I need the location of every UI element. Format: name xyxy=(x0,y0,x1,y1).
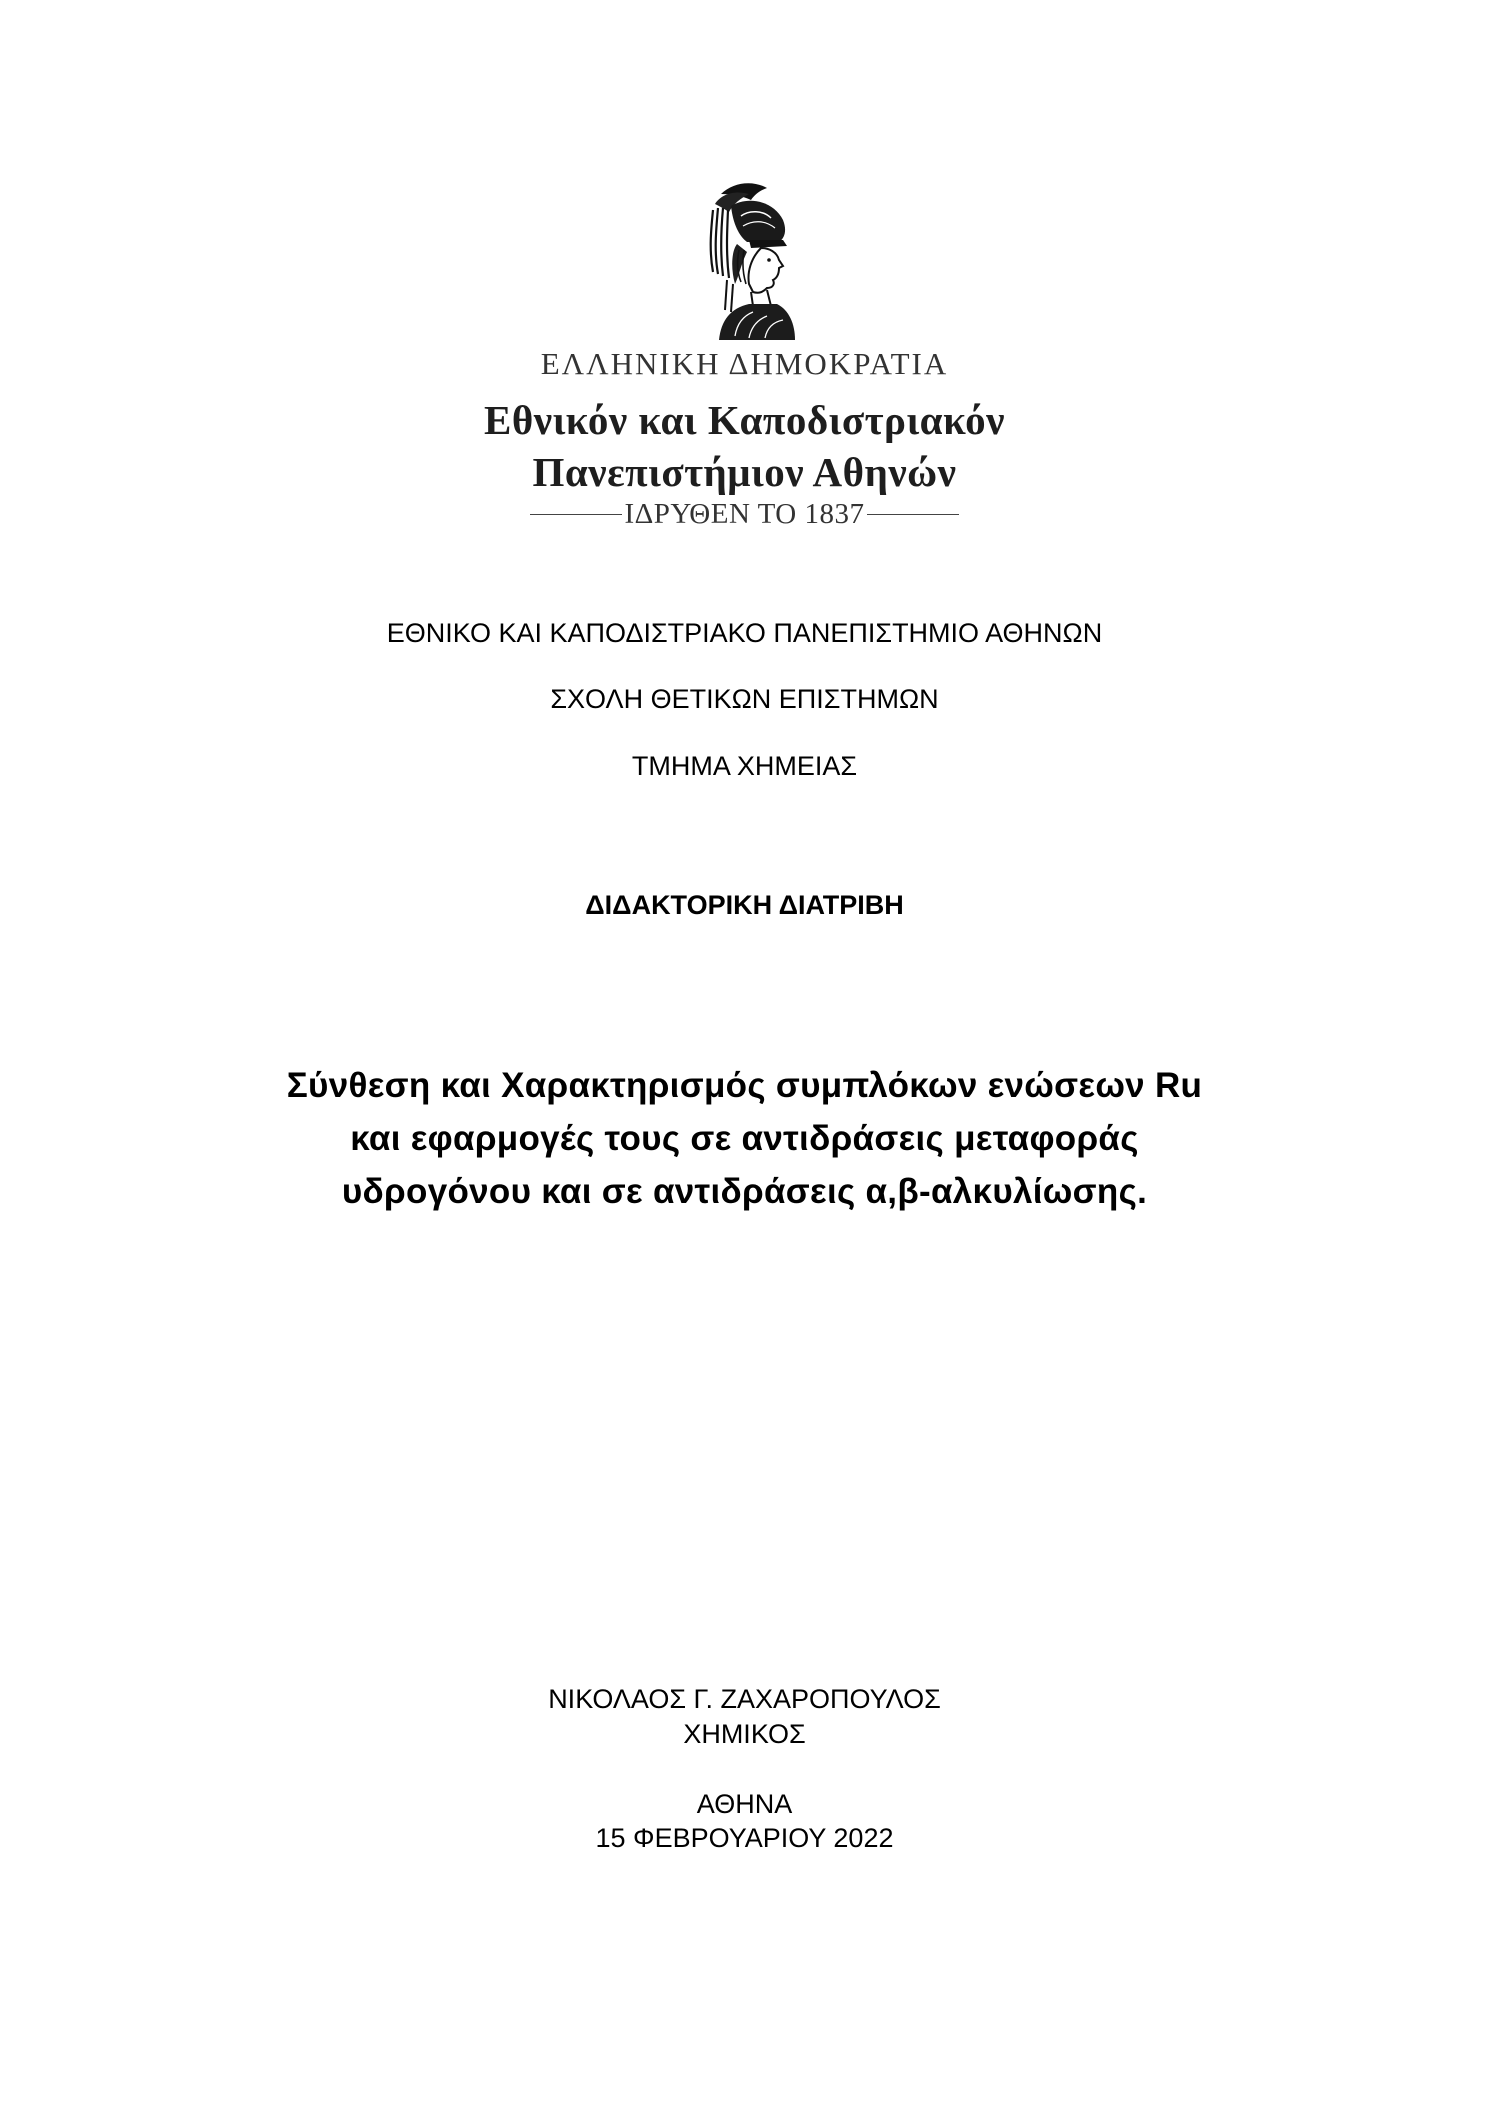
athena-emblem-icon xyxy=(691,180,801,340)
rule-right xyxy=(867,514,959,516)
thesis-title-line3: υδρογόνου και σε αντιδράσεις α,β-αλκυλίωσης. xyxy=(341,1172,1148,1211)
rule-left xyxy=(530,514,622,516)
thesis-title-line1: Σύνθεση και Χαρακτηρισμός συμπλόκων ενώσεων Ru xyxy=(286,1066,1203,1105)
founded-line xyxy=(0,498,1489,531)
city-label: ΑΘΗΝΑ xyxy=(696,1789,793,1819)
university-name-line1: Εθνικόν και Καποδιστριακόν xyxy=(484,397,1005,443)
department-name: ΤΜΗΜΑ ΧΗΜΕΙΑΣ xyxy=(631,751,858,781)
author-profession: ΧΗΜΙΚΟΣ xyxy=(683,1719,806,1749)
author-name: ΝΙΚΟΛΑΟΣ Γ. ΖΑΧΑΡΟΠΟΥΛΟΣ xyxy=(548,1684,941,1714)
university-name-line2: Πανεπιστήμιον Αθηνών xyxy=(532,449,957,495)
founded-label: ΙΔΡΥΘΕΝ ΤΟ 1837 xyxy=(624,498,865,530)
document-type: ΔΙΔΑΚΤΟΡΙΚΗ ΔΙΑΤΡΙΒΗ xyxy=(585,890,904,920)
republic-label: ΕΛΛΗΝΙΚΗ ΔΗΜΟΚΡΑΤΙΑ xyxy=(540,346,949,381)
institution-name: ΕΘΝΙΚΟ ΚΑΙ ΚΑΠΟΔΙΣΤΡΙΑΚΟ ΠΑΝΕΠΙΣΤΗΜΙΟ ΑΘΗΝΩΝ xyxy=(386,618,1103,648)
thesis-title-line2: και εφαρμογές τους σε αντιδράσεις μεταφοράς xyxy=(350,1119,1139,1158)
date-label: 15 ΦΕΒΡΟΥΑΡΙΟΥ 2022 xyxy=(595,1823,894,1853)
school-name: ΣΧΟΛΗ ΘΕΤΙΚΩΝ ΕΠΙΣΤΗΜΩΝ xyxy=(550,684,939,714)
